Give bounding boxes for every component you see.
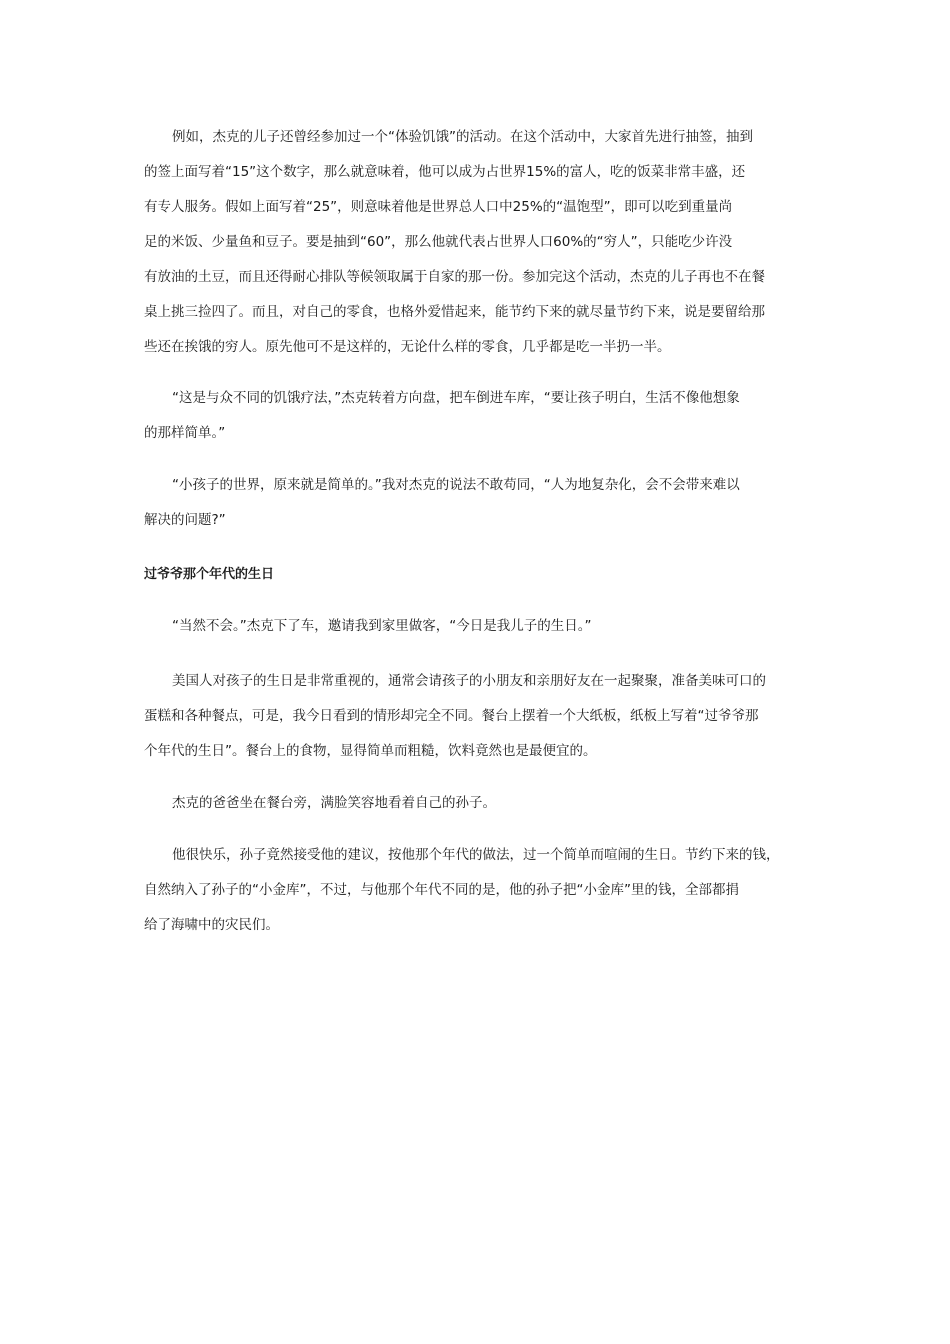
paragraph-1-line-7: 些还在挨饿的穷人。原先他可不是这样的，无论什么样的零食，几乎都是吃一半扔一半。 xyxy=(144,339,671,355)
paragraph-5-line-1: 美国人对孩子的生日是非常重视的，通常会请孩子的小朋友和亲朋好友在一起聚聚，准备美味可口的 xyxy=(172,673,766,689)
paragraph-3-line-1: “小孩子的世界，原来就是简单的。”我对杰克的说法不敢苟同，“人为地复杂化，会不会带来难以 xyxy=(172,477,740,493)
paragraph-2-line-1: “这是与众不同的饥饿疗法，”杰克转着方向盘，把车倒进车库，“要让孩子明白，生活不像他想象 xyxy=(172,390,740,406)
paragraph-1-line-4: 足的米饭、少量鱼和豆子。要是抽到“60”，那么他就代表占世界人口60%的“穷人”，只能吃少许没 xyxy=(144,234,733,250)
paragraph-5-line-2: 蛋糕和各种餐点，可是，我今日看到的情形却完全不同。餐台上摆着一个大纸板，纸板上写着“过爷爷那 xyxy=(144,708,759,724)
paragraph-2-line-2: 的那样简单。” xyxy=(144,425,226,441)
paragraph-1-line-3: 有专人服务。假如上面写着“25”，则意味着他是世界总人口中25%的“温饱型”，即可以吃到重量尚 xyxy=(144,199,733,215)
paragraph-1-line-5: 有放油的土豆，而且还得耐心排队等候领取属于自家的那一份。参加完这个活动，杰克的儿子再也不在餐 xyxy=(144,269,765,285)
paragraph-6-line-1: 杰克的爸爸坐在餐台旁，满脸笑容地看着自己的孙子。 xyxy=(172,795,496,811)
paragraph-3-line-2: 解决的问题?” xyxy=(144,512,226,528)
paragraph-4-line-1: “当然不会。”杰克下了车，邀请我到家里做客，“今日是我儿子的生日。” xyxy=(172,618,592,634)
paragraph-1-line-1: 例如，杰克的儿子还曾经参加过一个“体验饥饿”的活动。在这个活动中，大家首先进行抽签，抽到 xyxy=(172,129,753,145)
paragraph-1-line-2: 的签上面写着“15”这个数字，那么就意味着，他可以成为占世界15%的富人，吃的饭菜非常丰盛，还 xyxy=(144,164,746,180)
paragraph-7-line-1: 他很快乐，孙子竟然接受他的建议，按他那个年代的做法，过一个简单而喧闹的生日。节约下来的钱， xyxy=(172,847,780,863)
section-heading: 过爷爷那个年代的生日 xyxy=(144,567,275,582)
paragraph-5-line-3: 个年代的生日”。餐台上的食物，显得简单而粗糙，饮料竟然也是最便宜的。 xyxy=(144,743,597,759)
paragraph-7-line-2: 自然纳入了孙子的“小金库”，不过，与他那个年代不同的是，他的孙子把“小金库”里的钱，全部都捐 xyxy=(144,882,739,898)
paragraph-1-line-6: 桌上挑三捡四了。而且，对自己的零食，也格外爱惜起来，能节约下来的就尽量节约下来，说是要留给那 xyxy=(144,304,765,320)
paragraph-7-line-3: 给了海啸中的灾民们。 xyxy=(144,917,279,933)
